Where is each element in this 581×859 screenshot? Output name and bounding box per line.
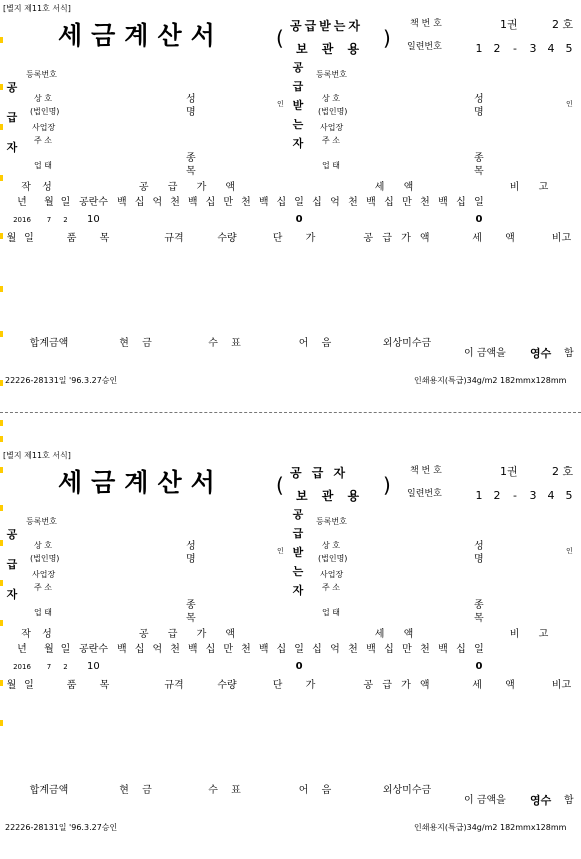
- paren-right: ): [383, 473, 391, 497]
- form-title: 세금계산서: [58, 468, 224, 497]
- tax-digit-label: 억: [330, 644, 340, 655]
- receiver-vertical-label: 는: [292, 565, 304, 578]
- supply-digit-label: 백: [187, 644, 198, 655]
- supplier-corp-name-label: (법인명): [30, 554, 60, 563]
- supply-digit-label: 십: [134, 197, 145, 208]
- serial-digit: 2: [493, 42, 501, 55]
- supply-digit-label: 십: [134, 644, 145, 655]
- copy-type-bottom: 보 관 용: [296, 42, 365, 56]
- supplier-addr-label-2: 주 소: [34, 583, 52, 592]
- tax-digit-label: 십: [312, 644, 322, 655]
- supplier-addr-label: 사업장: [32, 570, 56, 579]
- cash-label: 현 금: [119, 785, 157, 796]
- receiver-vertical-label: 자: [292, 584, 304, 597]
- approval-text: 22226-28131일 '96.3.27승인: [5, 376, 118, 385]
- supplier-name-label-2: 명: [186, 107, 196, 118]
- form-tag: [별지 제11호 서식]: [3, 4, 71, 13]
- receiver-addr-label-2: 주 소: [322, 583, 340, 592]
- receiver-addr-label-2: 주 소: [322, 136, 340, 145]
- supply-digit-label: 천: [170, 197, 180, 208]
- year-label: 년: [17, 197, 27, 208]
- supply-digit-label: 천: [170, 644, 180, 655]
- serial-digit: -: [513, 489, 517, 502]
- tax-digit-label: 천: [420, 197, 430, 208]
- serial-digit: 5: [565, 42, 573, 55]
- issue-month-value: 7: [46, 216, 52, 224]
- supply-ones-value: 0: [295, 214, 303, 225]
- row-marker: [0, 580, 3, 586]
- receiver-addr-label: 사업장: [320, 570, 344, 579]
- row-marker: [0, 540, 3, 546]
- blank-count-label: 공란수: [79, 197, 108, 208]
- copy-type-top: 공급받는자: [290, 19, 363, 33]
- claim-prefix: 이 금액을: [464, 348, 506, 359]
- row-marker: [0, 467, 3, 473]
- item-name-label: 품 목: [66, 233, 120, 244]
- receiver-corp-name-label: (법인명): [318, 107, 348, 116]
- receiver-vertical-label: 받: [292, 546, 304, 559]
- issue-day-value: 2: [63, 663, 68, 671]
- issue-day-value: 2: [63, 216, 68, 224]
- issue-month-value: 7: [46, 663, 52, 671]
- supply-digit-label: 십: [276, 197, 287, 208]
- promissory-note-label: 어 음: [298, 338, 337, 349]
- supplier-seal-mark: 인: [277, 100, 284, 108]
- row-marker: [0, 380, 3, 386]
- issue-date-label: 작 성: [21, 182, 56, 193]
- tax-invoice-copy: [0, 0, 581, 412]
- row-marker: [0, 620, 3, 626]
- receiver-name-label: 성: [474, 541, 484, 552]
- book-number-label: 책 번 호: [410, 19, 442, 29]
- tax-digit-label: 일: [474, 197, 484, 208]
- item-day-label: 일: [24, 233, 34, 244]
- item-day-label: 일: [24, 680, 34, 691]
- copy-type-top: 공 급 자: [290, 466, 349, 480]
- tax-digit-label: 백: [438, 197, 448, 208]
- item-remarks-label: 비고: [551, 680, 572, 691]
- total-amount-label: 합계금액: [29, 785, 69, 796]
- receiver-corp-name-label: (법인명): [318, 554, 348, 563]
- tax-amount-label: 세 액: [374, 629, 422, 640]
- item-supply-label: 공 급 가 액: [363, 233, 433, 244]
- serial-number-label: 일련번호: [407, 42, 442, 52]
- supplier-corp-name-label: (법인명): [30, 107, 60, 116]
- item-month-label: 월: [6, 680, 17, 691]
- supply-digit-label: 천: [241, 644, 251, 655]
- row-marker: [0, 680, 3, 686]
- approval-text: 22226-28131일 '96.3.27승인: [5, 823, 118, 832]
- row-marker: [0, 233, 3, 239]
- tax-digit-label: 백: [438, 644, 448, 655]
- supplier-seal-mark: 인: [277, 547, 284, 555]
- tax-digit-label: 일: [474, 644, 484, 655]
- qty-label: 수량: [217, 233, 237, 244]
- spec-label: 규격: [164, 233, 184, 244]
- receiver-vertical-label: 받: [292, 99, 304, 112]
- credit-label: 외상미수금: [382, 338, 432, 349]
- receiver-item-label: 종: [474, 600, 484, 611]
- paper-spec-text: 인쇄용지(특급)34g/m2 182mmx128mm: [414, 376, 567, 385]
- receiver-biz-type-label: 업 태: [322, 608, 340, 617]
- claim-prefix: 이 금액을: [464, 795, 506, 806]
- supplier-vertical-label: 공: [6, 528, 18, 541]
- issue-year-value: 2016: [13, 663, 31, 671]
- item-name-label: 품 목: [66, 680, 120, 691]
- tax-amount-label: 세 액: [374, 182, 422, 193]
- receiver-reg-no-label: 등록번호: [316, 517, 347, 526]
- supply-digit-label: 억: [152, 644, 163, 655]
- tax-digit-label: 천: [420, 644, 430, 655]
- book-volume: 1권: [500, 465, 518, 478]
- supply-digit-label: 만: [223, 197, 234, 208]
- claim-suffix: 함: [564, 795, 574, 806]
- book-number: 2 호: [552, 465, 574, 478]
- copy-type-bottom: 보 관 용: [296, 489, 365, 503]
- row-marker: [0, 124, 3, 130]
- serial-digit: 1: [475, 489, 483, 502]
- supplier-vertical-label: 자: [6, 588, 18, 601]
- supply-digit-label: 백: [258, 197, 269, 208]
- supply-digit-label: 만: [223, 644, 234, 655]
- tax-digit-label: 천: [348, 644, 358, 655]
- serial-digit: 2: [493, 489, 501, 502]
- month-label: 월: [44, 644, 54, 655]
- serial-digit: 5: [565, 489, 573, 502]
- serial-digit: -: [513, 42, 517, 55]
- serial-digit: 1: [475, 42, 483, 55]
- paren-left: (: [276, 26, 284, 50]
- qty-label: 수량: [217, 680, 237, 691]
- blank-count-value: 10: [87, 214, 100, 225]
- supplier-addr-label-2: 주 소: [34, 136, 52, 145]
- supplier-addr-label: 사업장: [32, 123, 56, 132]
- supplier-item-label: 종: [186, 153, 196, 164]
- book-volume: 1권: [500, 18, 518, 31]
- supply-digit-label: 일: [294, 197, 304, 208]
- supply-digit-label: 천: [241, 197, 251, 208]
- serial-digit: 3: [529, 489, 537, 502]
- supply-digit-label: 십: [276, 644, 287, 655]
- unit-price-label: 단 가: [272, 680, 326, 691]
- cash-label: 현 금: [119, 338, 157, 349]
- unit-price-label: 단 가: [272, 233, 326, 244]
- receiver-item-label: 종: [474, 153, 484, 164]
- tax-digit-label: 천: [348, 197, 358, 208]
- supply-digit-label: 십: [205, 197, 216, 208]
- row-marker: [0, 720, 3, 726]
- tax-digit-label: 십: [384, 644, 394, 655]
- book-number: 2 호: [552, 18, 574, 31]
- tax-digit-label: 만: [402, 644, 412, 655]
- item-remarks-label: 비고: [551, 233, 572, 244]
- tax-digit-label: 백: [366, 644, 376, 655]
- row-marker: [0, 505, 3, 511]
- receiver-name-label-2: 명: [474, 554, 484, 565]
- supplier-vertical-label: 자: [6, 141, 18, 154]
- items-section: [3, 677, 578, 782]
- blank-count-label: 공란수: [79, 644, 108, 655]
- supply-digit-label: 백: [117, 197, 127, 208]
- issue-date-label: 작 성: [21, 629, 56, 640]
- remarks-label: 비 고: [509, 182, 557, 193]
- supplier-trade-name-label: 상 호: [34, 94, 52, 103]
- receiver-vertical-label: 공: [292, 508, 304, 521]
- item-tax-label: 세 액: [472, 680, 525, 691]
- receiver-name-label-2: 명: [474, 107, 484, 118]
- claim-suffix: 함: [564, 348, 574, 359]
- day-label: 일: [60, 197, 71, 208]
- claim-word: 영수: [530, 347, 552, 360]
- supplier-biz-type-label: 업 태: [34, 608, 52, 617]
- supply-digit-label: 백: [187, 197, 198, 208]
- blank-count-value: 10: [87, 661, 100, 672]
- tax-digit-label: 억: [330, 197, 340, 208]
- row-marker: [0, 286, 3, 292]
- year-label: 년: [17, 644, 27, 655]
- supply-digit-label: 십: [205, 644, 216, 655]
- tax-digit-label: 십: [312, 197, 322, 208]
- issue-year-value: 2016: [13, 216, 31, 224]
- supply-digit-label: 백: [117, 644, 127, 655]
- tax-digit-label: 십: [456, 644, 466, 655]
- check-label: 수 표: [208, 785, 246, 796]
- supply-digit-label: 백: [258, 644, 269, 655]
- receiver-vertical-label: 자: [292, 137, 304, 150]
- supply-digit-label: 일: [294, 644, 304, 655]
- spec-label: 규격: [164, 680, 184, 691]
- items-section: [3, 230, 578, 335]
- supply-ones-value: 0: [295, 661, 303, 672]
- supplier-reg-no-label: 등록번호: [26, 70, 57, 79]
- credit-label: 외상미수금: [382, 785, 432, 796]
- check-label: 수 표: [208, 338, 246, 349]
- serial-digit: 3: [529, 42, 537, 55]
- supplier-item-label: 종: [186, 600, 196, 611]
- receiver-item-label-2: 목: [474, 166, 484, 177]
- receiver-seal-mark: 인: [566, 547, 573, 555]
- row-marker: [0, 175, 3, 181]
- promissory-note-label: 어 음: [298, 785, 337, 796]
- page-break-line: [0, 412, 581, 413]
- receiver-item-label-2: 목: [474, 613, 484, 624]
- claim-word: 영수: [530, 794, 552, 807]
- book-number-label: 책 번 호: [410, 466, 442, 476]
- receiver-vertical-label: 공: [292, 61, 304, 74]
- supplier-reg-no-label: 등록번호: [26, 517, 57, 526]
- supply-amount-label: 공 급 가 액: [138, 182, 244, 193]
- paper-spec-text: 인쇄용지(특급)34g/m2 182mmx128mm: [414, 823, 567, 832]
- serial-number-label: 일련번호: [407, 489, 442, 499]
- month-label: 월: [44, 197, 54, 208]
- supplier-vertical-label: 급: [6, 558, 18, 571]
- tax-digit-label: 백: [366, 197, 376, 208]
- total-amount-label: 합계금액: [29, 338, 69, 349]
- tax-digit-label: 십: [384, 197, 394, 208]
- item-supply-label: 공 급 가 액: [363, 680, 433, 691]
- supplier-vertical-label: 공: [6, 81, 18, 94]
- receiver-vertical-label: 는: [292, 118, 304, 131]
- supplier-name-label: 성: [186, 94, 196, 105]
- supply-amount-label: 공 급 가 액: [138, 629, 244, 640]
- supplier-item-label-2: 목: [186, 166, 196, 177]
- receiver-reg-no-label: 등록번호: [316, 70, 347, 79]
- receiver-biz-type-label: 업 태: [322, 161, 340, 170]
- tax-digit-label: 만: [402, 197, 412, 208]
- supplier-name-label-2: 명: [186, 554, 196, 565]
- tax-invoice-copy: [0, 447, 581, 859]
- supplier-biz-type-label: 업 태: [34, 161, 52, 170]
- receiver-vertical-label: 급: [292, 80, 304, 93]
- item-month-label: 월: [6, 233, 17, 244]
- tax-ones-value: 0: [475, 214, 483, 225]
- receiver-trade-name-label: 상 호: [322, 541, 340, 550]
- receiver-addr-label: 사업장: [320, 123, 344, 132]
- row-marker: [0, 331, 3, 337]
- serial-digit: 4: [547, 42, 555, 55]
- supply-digit-label: 억: [152, 197, 163, 208]
- tax-ones-value: 0: [475, 661, 483, 672]
- tax-digit-label: 십: [456, 197, 466, 208]
- row-marker: [0, 84, 3, 90]
- receiver-seal-mark: 인: [566, 100, 573, 108]
- row-marker: [0, 37, 3, 43]
- remarks-label: 비 고: [509, 629, 557, 640]
- receiver-trade-name-label: 상 호: [322, 94, 340, 103]
- row-marker: [0, 420, 3, 426]
- receiver-vertical-label: 급: [292, 527, 304, 540]
- paren-left: (: [276, 473, 284, 497]
- form-title: 세금계산서: [58, 21, 224, 50]
- supplier-vertical-label: 급: [6, 111, 18, 124]
- row-marker: [0, 436, 3, 442]
- supplier-trade-name-label: 상 호: [34, 541, 52, 550]
- supplier-item-label-2: 목: [186, 613, 196, 624]
- serial-digit: 4: [547, 489, 555, 502]
- form-tag: [별지 제11호 서식]: [3, 451, 71, 460]
- item-tax-label: 세 액: [472, 233, 525, 244]
- day-label: 일: [60, 644, 71, 655]
- receiver-name-label: 성: [474, 94, 484, 105]
- paren-right: ): [383, 26, 391, 50]
- supplier-name-label: 성: [186, 541, 196, 552]
